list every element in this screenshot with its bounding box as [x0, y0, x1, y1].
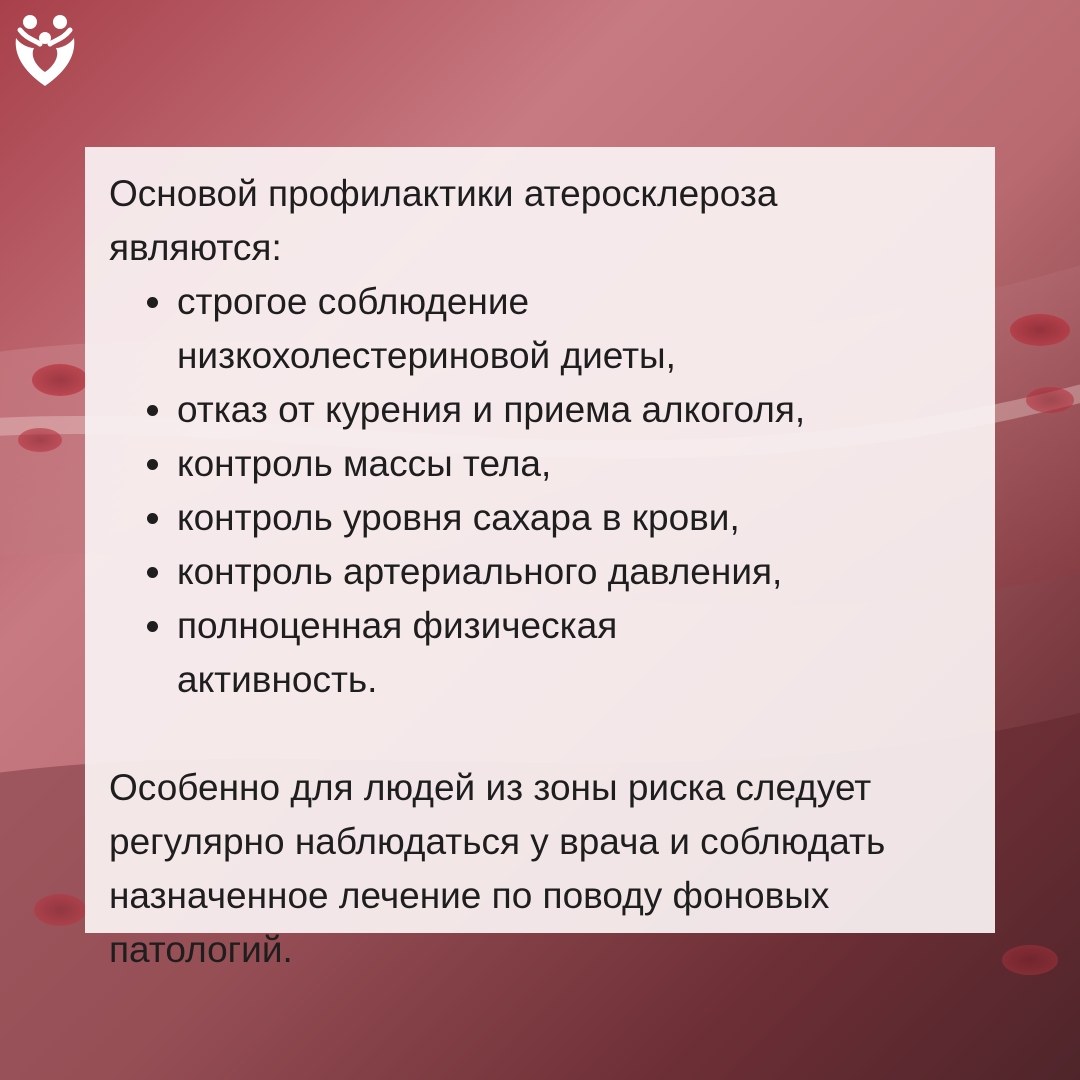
list-item-text: контроль артериального давления, — [177, 551, 783, 592]
list-item-text: строгое соблюдение низкохолестериновой диеты, — [177, 281, 676, 376]
bullet-dot-icon — [147, 621, 158, 632]
list-item — [109, 599, 971, 707]
bullet-dot-icon — [147, 513, 158, 524]
content-card — [85, 147, 995, 970]
bullet-dot-icon — [147, 567, 158, 578]
bullet-dot-icon — [147, 405, 158, 416]
list-item-text: отказ от курения и приема алкоголя, — [177, 389, 806, 430]
list-item — [109, 275, 971, 383]
outro-text: Особенно для людей из зоны риска следует регулярно наблюдаться у врача и соблюдать назначенное лечение по поводу фоновых патологий. — [109, 767, 886, 970]
intro-text: Основой профилактики атеросклероза являются: — [109, 173, 778, 268]
list-item — [109, 545, 971, 599]
list-item — [109, 491, 971, 545]
bullet-dot-icon — [147, 297, 158, 308]
prevention-list — [109, 275, 971, 707]
list-item-text: полноценная физическая активность. — [177, 605, 618, 700]
list-item-text: контроль массы тела, — [177, 443, 552, 484]
list-item-text: контроль уровня сахара в крови, — [177, 497, 740, 538]
list-item — [109, 383, 971, 437]
list-item — [109, 437, 971, 491]
bullet-dot-icon — [147, 459, 158, 470]
family-heart-logo-icon — [10, 8, 80, 88]
